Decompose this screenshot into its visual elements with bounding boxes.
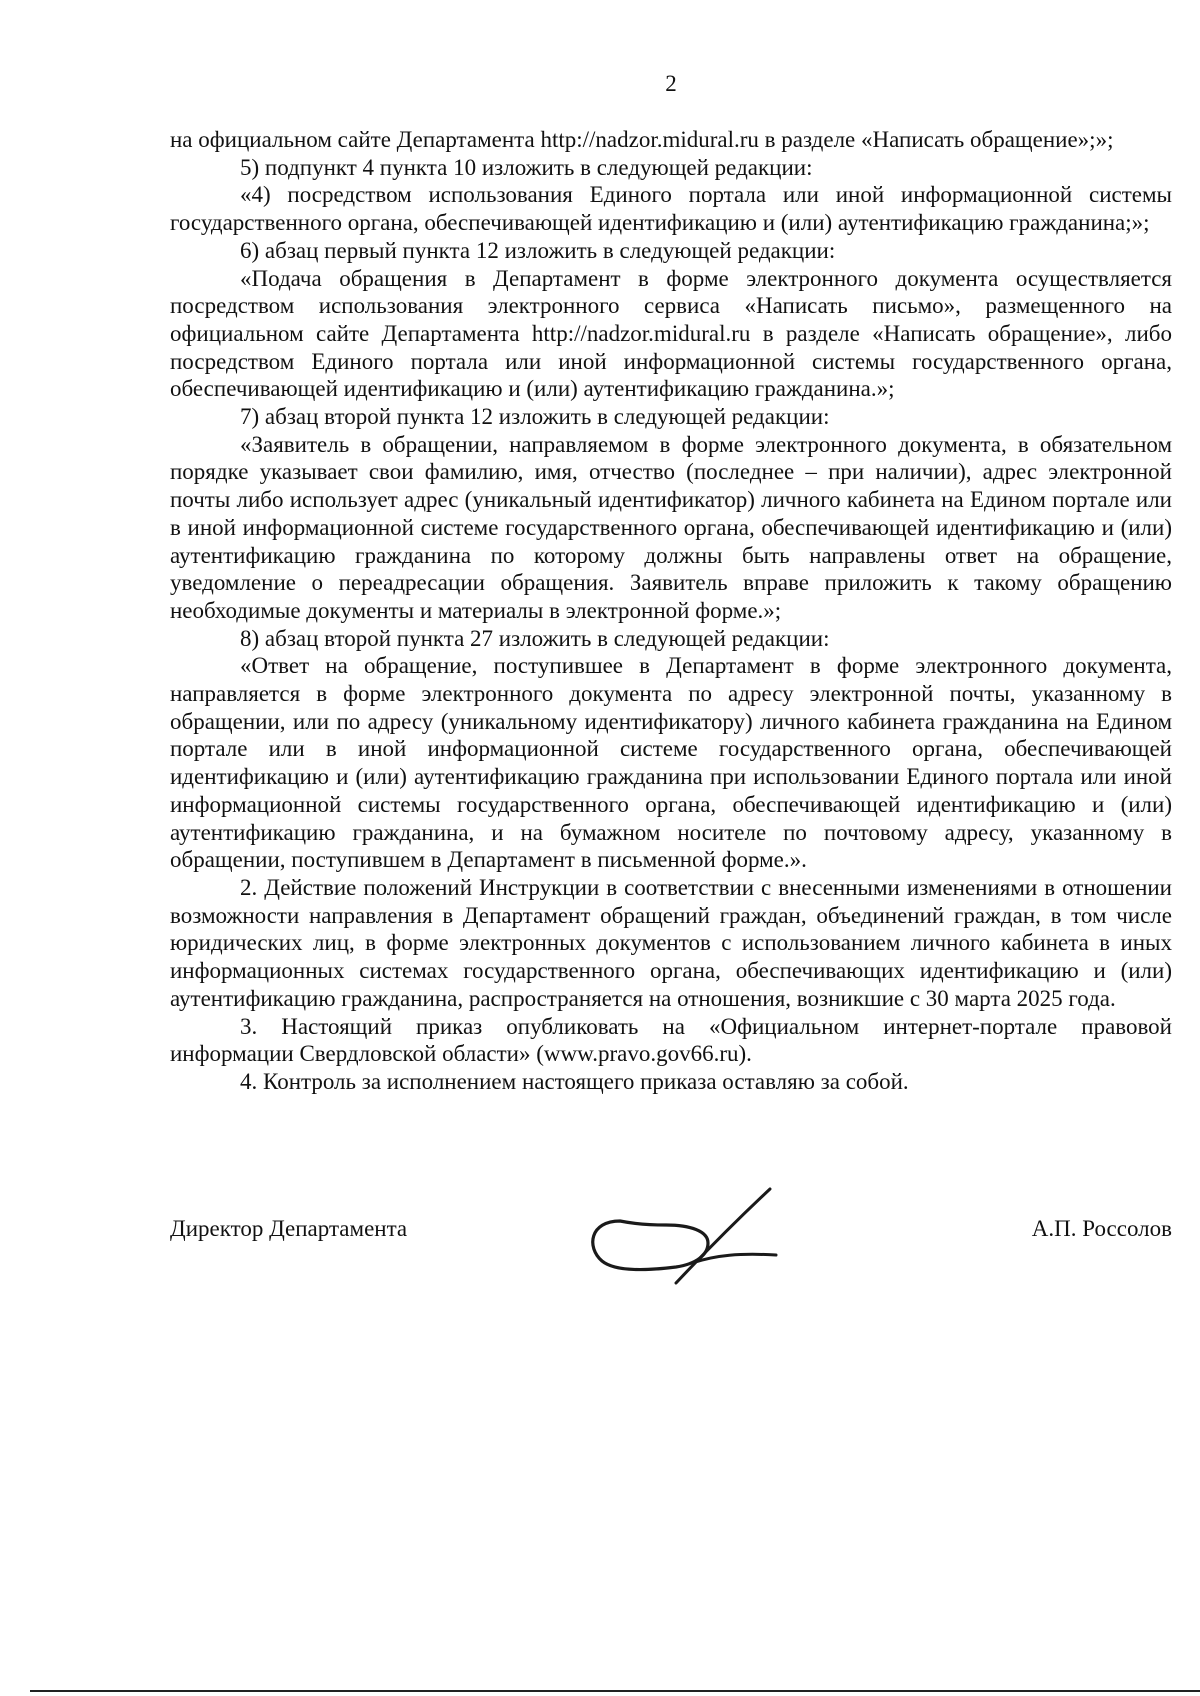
paragraph-clause-4: 4. Контроль за исполнением настоящего приказа оставляю за собой.: [240, 1068, 909, 1094]
paragraph-item-8: 8) абзац второй пункта 27 изложить в следующей редакции:: [240, 625, 830, 651]
signature-block: [170, 1185, 1172, 1305]
paragraph-item-5: 5) подпункт 4 пункта 10 изложить в следующей редакции:: [240, 154, 813, 180]
paragraph-continuation: на официальном сайте Департамента http://nadzor.midural.ru в разделе «Написать обращение»;»;: [170, 127, 1114, 152]
signatory-position: Директор Департамента: [170, 1216, 408, 1241]
paragraph-item-7-text: «Заявитель в обращении, направляемом в форме электронного документа, в обязательном порядке указывает свои фамилию, имя, отчество (последнее – при наличии), адрес электронной почты либо использует адрес (уникальный идентификатор) личного кабинета на Едином портале или в иной информационной системе государственного органа, обеспечивающей идентификацию и (или) аутентификацию гражданина по которому должны быть направлены ответ на обращение, уведомление о переадресации обращения. Заявитель вправе приложить к такому обращению необходимые документы и материалы в электронной форме.»;: [170, 431, 1172, 623]
paragraph-item-8-text: «Ответ на обращение, поступившее в Департамент в форме электронного документа, направляется в форме электронного документа по адресу электронной почты, указанному в обращении, или по адресу (уникальному идентификатору) личного кабинета гражданина на Едином портале или в иной информационной системе государственного органа, обеспечивающей идентификацию и (или) аутентификацию гражданина при использовании Единого портала или иной информационной системы государственного органа, обеспечивающей идентификацию и (или) аутентификацию гражданина, и на бумажном носителе по почтовому адресу, указанному в обращении, поступившем в Департамент в письменной форме.».: [170, 653, 1172, 873]
paragraph-clause-3: 3. Настоящий приказ опубликовать на «Официальном интернет-портале правовой информации Свердловской области» (www.pravo.gov66.ru).: [170, 1013, 1172, 1067]
document-body: [170, 126, 1172, 1096]
paragraph-clause-2: 2. Действие положений Инструкции в соответствии с внесенными изменениями в отношении возможности направления в Департамент обращений граждан, объединений граждан, в том числе юридических лиц, в форме электронных документов с использованием личного кабинета в иных информационных системах государственного органа, обеспечивающих идентификацию и (или) аутентификацию гражданина, распространяется на отношения, возникшие с 30 марта 2025 года.: [170, 874, 1172, 1011]
page-number: 2: [665, 71, 677, 96]
signatory-name: А.П. Россолов: [1031, 1216, 1172, 1241]
paragraph-item-6-text: «Подача обращения в Департамент в форме электронного документа осуществляется посредством использования электронного сервиса «Написать письмо», размещенного на официальном сайте Департамента http://nadzor.midural.ru в разделе «Написать обращение», либо посредством Единого портала или иной информационной системы государственного органа, обеспечивающей идентификацию и (или) аутентификацию гражданина.»;: [170, 265, 1172, 402]
paragraph-item-7: 7) абзац второй пункта 12 изложить в следующей редакции:: [240, 404, 830, 430]
handwritten-signature: [580, 1185, 810, 1285]
paragraph-item-6: 6) абзац первый пункта 12 изложить в следующей редакции:: [240, 237, 836, 263]
paragraph-item-5-text: «4) посредством использования Единого портала или иной информационной системы государственного органа, обеспечивающей идентификацию и (или) аутентификацию гражданина;»;: [170, 182, 1172, 236]
footer-rule: [30, 1690, 1200, 1692]
